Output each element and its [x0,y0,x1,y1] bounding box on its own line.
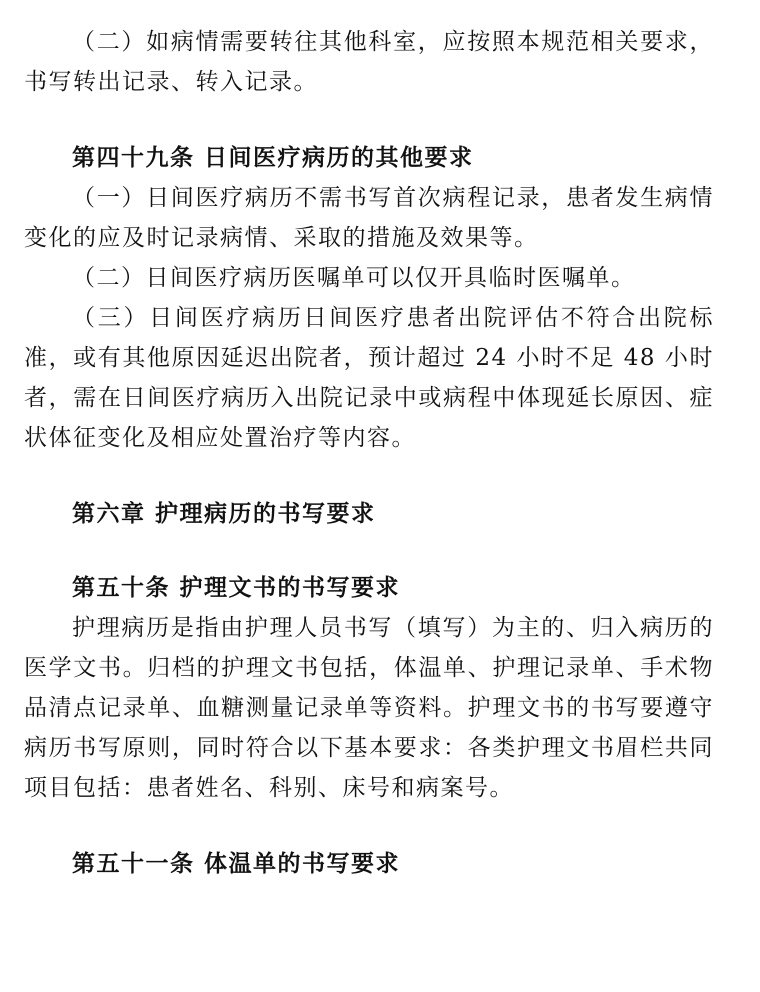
article-50-heading: 第五十条 护理文书的书写要求 [72,574,401,601]
document-page [24,22,714,884]
spacer [24,102,714,138]
paragraph-transfer-records: （二）如病情需要转往其他科室，应按照本规范相关要求，书写转出记录、转入记录。 [24,29,714,95]
article-51-heading: 第五十一条 体温单的书写要求 [72,850,401,877]
article-50-body: 护理病历是指由护理人员书写（填写）为主的、归入病历的医学文书。归档的护理文书包括，体温单、护理记录单、手术物品清点记录单、血糖测量记录单等资料。护理文书的书写要遵守病历书写原则，同时符合以下基本要求：各类护理文书眉栏共同项目包括：患者姓名、科别、床号和病案号。 [24,615,714,801]
chapter-6-heading: 第六章 护理病历的书写要求 [72,501,376,527]
spacer [24,534,714,568]
spacer [24,458,714,494]
article-49-heading: 第四十九条 日间医疗病历的其他要求 [72,144,474,171]
spacer [24,808,714,844]
article-49-item-2: （二）日间医疗病历医嘱单可以仅开具临时医嘱单。 [72,265,636,291]
article-49-item-3: （三）日间医疗病历日间医疗患者出院评估不符合出院标准，或有其他原因延迟出院者，预计超过 24 小时不足 48 小时者，需在日间医疗病历入出院记录中或病程中体现延长原因、症状体征变化及相应处置治疗等内容。 [24,305,714,451]
article-49-item-1: （一）日间医疗病历不需书写首次病程记录，患者发生病情变化的应及时记录病情、采取的措施及效果等。 [24,185,714,251]
